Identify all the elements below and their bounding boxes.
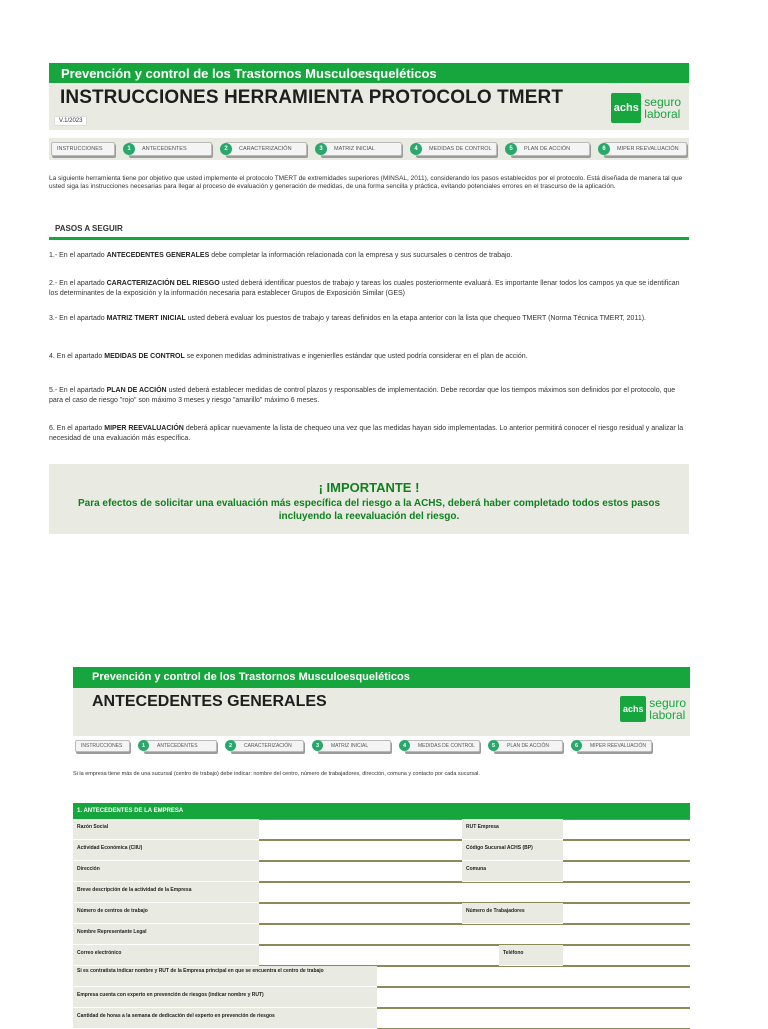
field-label: Comuna	[462, 861, 563, 882]
representante-input[interactable]	[259, 924, 690, 945]
nav-tab-instrucciones[interactable]	[75, 740, 130, 752]
centros-input[interactable]	[259, 903, 462, 924]
tab-label: MATRIZ INICIAL	[331, 743, 369, 749]
intro-paragraph: La siguiente herramienta tiene por objetivo que usted implemente el protocolo TMERT de extremidades superiores (MINSAL, 2011), considerando los pasos establecidos por el protocolo. Está diseñada de manera tal que usted siga las instrucciones necesarias para llegar al proceso de evaluación y generación de medidas, de una forma sencilla y práctica, evitando potenciales errores en el trascurso de la aplicación.	[49, 175, 683, 191]
achs-logo	[620, 696, 686, 722]
step-number-badge: 3	[315, 143, 327, 155]
step-text: 1.- En el apartado	[49, 252, 107, 259]
field-label: Empresa cuenta con experto en prevención de riesgos (indicar nombre y RUT)	[73, 987, 377, 1008]
step-number-badge: 1	[138, 740, 149, 751]
step-number-badge: 1	[123, 143, 135, 155]
logo-text	[649, 697, 686, 721]
field-label: Nombre Representante Legal	[73, 924, 259, 945]
tab-label: ANTECEDENTES	[157, 743, 198, 749]
step-number-badge: 4	[399, 740, 410, 751]
nav-tab-miper-reevaluacion[interactable]	[603, 142, 687, 156]
step-bold: MIPER REEVALUACIÓN	[104, 425, 184, 432]
achs-logo	[611, 93, 681, 123]
field-label: Dirección	[73, 861, 259, 882]
nav-tab-antecedentes[interactable]	[128, 142, 212, 156]
nav-tab-matriz-inicial[interactable]	[317, 740, 391, 752]
field-label: Cantidad de horas a la semana de dedicación del experto en prevención de riesgos	[73, 1008, 377, 1029]
step-bold: CARACTERIZACIÓN DEL RIESGO	[106, 280, 220, 287]
step-text: 6. En el apartado	[49, 425, 105, 432]
logo-box: achs	[611, 93, 641, 123]
banner: Prevención y control de los Trastornos Musculoesqueléticos	[73, 667, 690, 688]
step-number-badge: 3	[312, 740, 323, 751]
step-text: 5.- En el apartado	[49, 387, 107, 394]
field-label: Si es contratista indicar nombre y RUT de la Empresa principal en que se encuentra el centro de trabajo	[73, 966, 377, 987]
trabajadores-input[interactable]	[563, 903, 690, 924]
tab-label: CARACTERIZACIÓN	[244, 743, 292, 749]
horas-input[interactable]	[377, 1008, 690, 1029]
step-3	[49, 314, 689, 324]
field-label: Número de centros de trabajo	[73, 903, 259, 924]
step-bold: MATRIZ TMERT INICIAL	[106, 315, 186, 322]
nav-tab-plan-accion[interactable]	[493, 740, 563, 752]
field-label: Teléfono	[499, 945, 563, 966]
razon-social-input[interactable]	[259, 819, 462, 840]
sucursal-note: Si la empresa tiene más de una sucursal (centro de trabajo) debe indicar: nombre del centro, número de trabajadores, dirección, comuna y contacto por cada sucursal.	[73, 771, 480, 777]
contratista-input[interactable]	[377, 966, 690, 987]
tab-label: MIPER REEVALUACIÓN	[617, 146, 679, 152]
form-row-experto	[73, 987, 690, 1008]
telefono-input[interactable]	[563, 945, 690, 966]
tab-label: INSTRUCCIONES	[81, 743, 123, 749]
comuna-input[interactable]	[563, 861, 690, 882]
tab-label: ANTECEDENTES	[142, 146, 187, 152]
form-row-razon-social	[73, 819, 690, 840]
title-band	[73, 688, 690, 736]
step-text: usted deberá identificar puestos de trabajo y tareas los cuales posteriormente evaluará. Es importante llenar todos los campos ya que se identifican los determinantes de la exposición y la información necesaria para establecer Grupos de Exposición Similar (GES)	[49, 280, 680, 297]
step-text: usted deberá evaluar los puestos de trabajo y tareas definidos en la etapa anterior con la lista que chequeo TMERT (Norma Técnica TMERT, 2011).	[185, 315, 646, 322]
nav-tab-antecedentes[interactable]	[143, 740, 217, 752]
form-row-representante	[73, 924, 690, 945]
tab-label: PLAN DE ACCIÓN	[524, 146, 571, 152]
form-row-descripcion	[73, 882, 690, 903]
instructions-sheet	[49, 63, 689, 152]
codigo-sucursal-input[interactable]	[563, 840, 690, 861]
form-row-centros	[73, 903, 690, 924]
nav-tab-matriz-inicial[interactable]	[320, 142, 402, 156]
page-title: ANTECEDENTES GENERALES	[92, 693, 327, 710]
field-label: Número de Trabajadores	[462, 903, 563, 924]
nav-tab-miper-reevaluacion[interactable]	[576, 740, 652, 752]
tab-label: INSTRUCCIONES	[57, 146, 103, 152]
field-label: Breve descripción de la actividad de la Empresa	[73, 882, 259, 903]
important-box	[49, 464, 689, 534]
nav-tab-medidas-control[interactable]	[404, 740, 480, 752]
step-bold: ANTECEDENTES GENERALES	[106, 252, 210, 259]
step-4	[49, 352, 689, 362]
step-bold: MEDIDAS DE CONTROL	[104, 353, 185, 360]
form-row-contratista	[73, 966, 690, 987]
field-label: Código Sucursal ACHS (BP)	[462, 840, 563, 861]
tab-label: MEDIDAS DE CONTROL	[429, 146, 492, 152]
important-text: Para efectos de solicitar una evaluación más específica del riesgo a la ACHS, deberá haber completado todos estos pasos incluyendo la reevaluación del riesgo.	[77, 498, 661, 522]
tab-label: MEDIDAS DE CONTROL	[418, 743, 475, 749]
logo-line2: laboral	[644, 107, 681, 121]
important-title: ¡ IMPORTANTE !	[318, 480, 420, 495]
step-bold: PLAN DE ACCIÓN	[106, 387, 167, 394]
step-number-badge: 6	[571, 740, 582, 751]
step-text: 4. En el apartado	[49, 353, 105, 360]
logo-box: achs	[620, 696, 646, 722]
logo-line2: laboral	[649, 708, 686, 722]
nav-tab-caracterizacion[interactable]	[225, 142, 307, 156]
nav-tab-caracterizacion[interactable]	[230, 740, 304, 752]
nav-tab-plan-accion[interactable]	[510, 142, 590, 156]
step-text: deberá aplicar nuevamente la lista de chequeo una vez que las medidas hayan sido implementadas. Lo anterior permitirá conocer el riesgo residual y analizar la necesidad de una evaluación más específica.	[49, 425, 684, 442]
field-label: RUT Empresa	[462, 819, 563, 840]
pasos-heading: PASOS A SEGUIR	[49, 224, 689, 240]
step-number-badge: 4	[410, 143, 422, 155]
step-text: 3.- En el apartado	[49, 315, 107, 322]
experto-input[interactable]	[377, 987, 690, 1008]
version-label: V.1/2023	[54, 116, 87, 126]
nav-bar	[49, 138, 689, 160]
step-5	[49, 386, 689, 406]
step-text: usted deberá establecer medidas de control plazos y responsables de implementación. Debe recordar que los tiempos máximos son definidos por el protocolo, que para el caso de riesgo "rojo" son máximo 3 meses y riesgo "amarillo" máximo 6 meses.	[49, 387, 676, 404]
step-text: 2.- En el apartado	[49, 280, 107, 287]
field-label: Correo electrónico	[73, 945, 259, 966]
logo-line1: seguro	[644, 95, 681, 109]
step-6	[49, 424, 689, 444]
step-text: se exponen medidas administrativas e ingenierlles estándar que usted podría considerar en el plan de acción.	[184, 353, 528, 360]
title-band	[49, 83, 689, 130]
logo-text	[644, 96, 681, 120]
rut-empresa-input[interactable]	[563, 819, 690, 840]
tab-label: MIPER REEVALUACIÓN	[590, 743, 647, 749]
step-number-badge: 2	[225, 740, 236, 751]
tab-label: CARACTERIZACIÓN	[239, 146, 292, 152]
page-title: INSTRUCCIONES HERRAMIENTA PROTOCOLO TMERT	[60, 87, 564, 108]
antecedentes-sheet	[73, 667, 690, 749]
actividad-input[interactable]	[259, 840, 462, 861]
form-row-actividad	[73, 840, 690, 861]
form-row-direccion	[73, 861, 690, 882]
tab-label: PLAN DE ACCIÓN	[507, 743, 549, 749]
field-label: Razón Social	[73, 819, 259, 840]
step-number-badge: 5	[488, 740, 499, 751]
nav-tab-instrucciones[interactable]	[51, 142, 115, 156]
form-row-correo	[73, 945, 690, 966]
field-label: Actividad Económica (CIIU)	[73, 840, 259, 861]
step-number-badge: 2	[220, 143, 232, 155]
descripcion-input[interactable]	[259, 882, 690, 903]
nav-tab-medidas-control[interactable]	[415, 142, 497, 156]
correo-input[interactable]	[259, 945, 499, 966]
step-number-badge: 5	[505, 143, 517, 155]
step-2	[49, 279, 689, 299]
form-heading: 1. ANTECEDENTES DE LA EMPRESA	[73, 803, 690, 819]
step-1	[49, 251, 689, 261]
logo-line1: seguro	[649, 696, 686, 710]
step-number-badge: 6	[598, 143, 610, 155]
form-row-horas	[73, 1008, 690, 1029]
nav-bar	[73, 736, 690, 756]
banner: Prevención y control de los Trastornos Musculoesqueléticos	[49, 63, 689, 83]
tab-label: MATRIZ INICIAL	[334, 146, 375, 152]
direccion-input[interactable]	[259, 861, 462, 882]
empresa-form	[73, 803, 690, 1029]
step-text: debe completar la información relacionada con la empresa y sus sucursales o centros de trabajo.	[209, 252, 513, 259]
